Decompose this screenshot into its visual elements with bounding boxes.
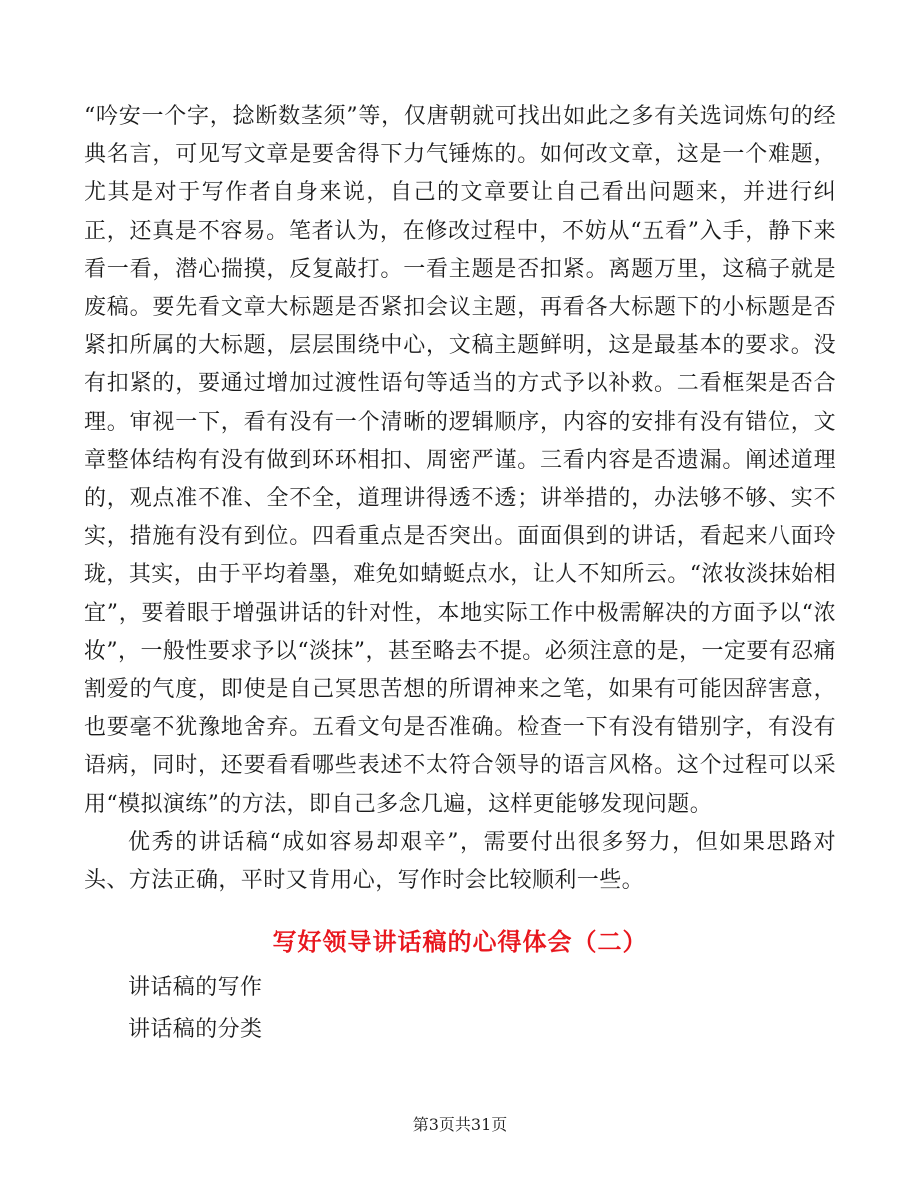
paragraph: 优秀的讲话稿“成如容易却艰辛”，需要付出很多努力，但如果思路对头、方法正确，平时又肯用心，写作时会比较顺利一些。 (84, 829, 836, 894)
body-text (84, 98, 836, 900)
section-heading: 写好领导讲话稿的心得体会（二） (272, 927, 648, 956)
subheading: 讲话稿的写作 (128, 975, 263, 1000)
paragraph: “吟安一个字，捻断数茎须”等，仅唐朝就可找出如此之多有关选词炼句的经典名言，可见写文章是要舍得下力气锤炼的。如何改文章，这是一个难题，尤其是对于写作者自身来说，自己的文章要让自己看出问题来，并进行纠正，还真是不容易。笔者认为，在修改过程中，不妨从“五看”入手，静下来看一看，潜心揣摸，反复敲打。一看主题是否扣紧。离题万里，这稿子就是废稿。要先看文章大标题是否紧扣会议主题，再看各大标题下的小标题是否紧扣所属的大标题，层层围绕中心，文稿主题鲜明，这是最基本的要求。没有扣紧的，要通过增加过渡性语句等适当的方式予以补救。二看框架是否合理。审视一下，看有没有一个清晰的逻辑顺序，内容的安排有没有错位，文章整体结构有没有做到环环相扣、周密严谨。三看内容是否遗漏。阐述道理的，观点准不准、全不全，道理讲得透不透；讲举措的，办法够不够、实不实，措施有没有到位。四看重点是否突出。面面俱到的讲话，看起来八面玲珑，其实，由于平均着墨，难免如蜻蜓点水，让人不知所云。“浓妆淡抹始相宜”，要着眼于增强讲话的针对性，本地实际工作中极需解决的方面予以“浓妆”，一般性要求予以“淡抹”，甚至略去不提。必须注意的是，一定要有忍痛割爱的气度，即使是自己冥思苦想的所谓神来之笔，如果有可能因辞害意，也要毫不犹豫地舍弃。五看文句是否准确。检查一下有没有错别字，有没有语病，同时，还要看看哪些表述不太符合领导的语言风格。这个过程可以采用“模拟演练”的方法，即自己多念几遍，这样更能够发现问题。 (84, 104, 836, 817)
subheading: 讲话稿的分类 (128, 1017, 263, 1042)
page-number-footer: 第3页共31页 (412, 1115, 508, 1134)
